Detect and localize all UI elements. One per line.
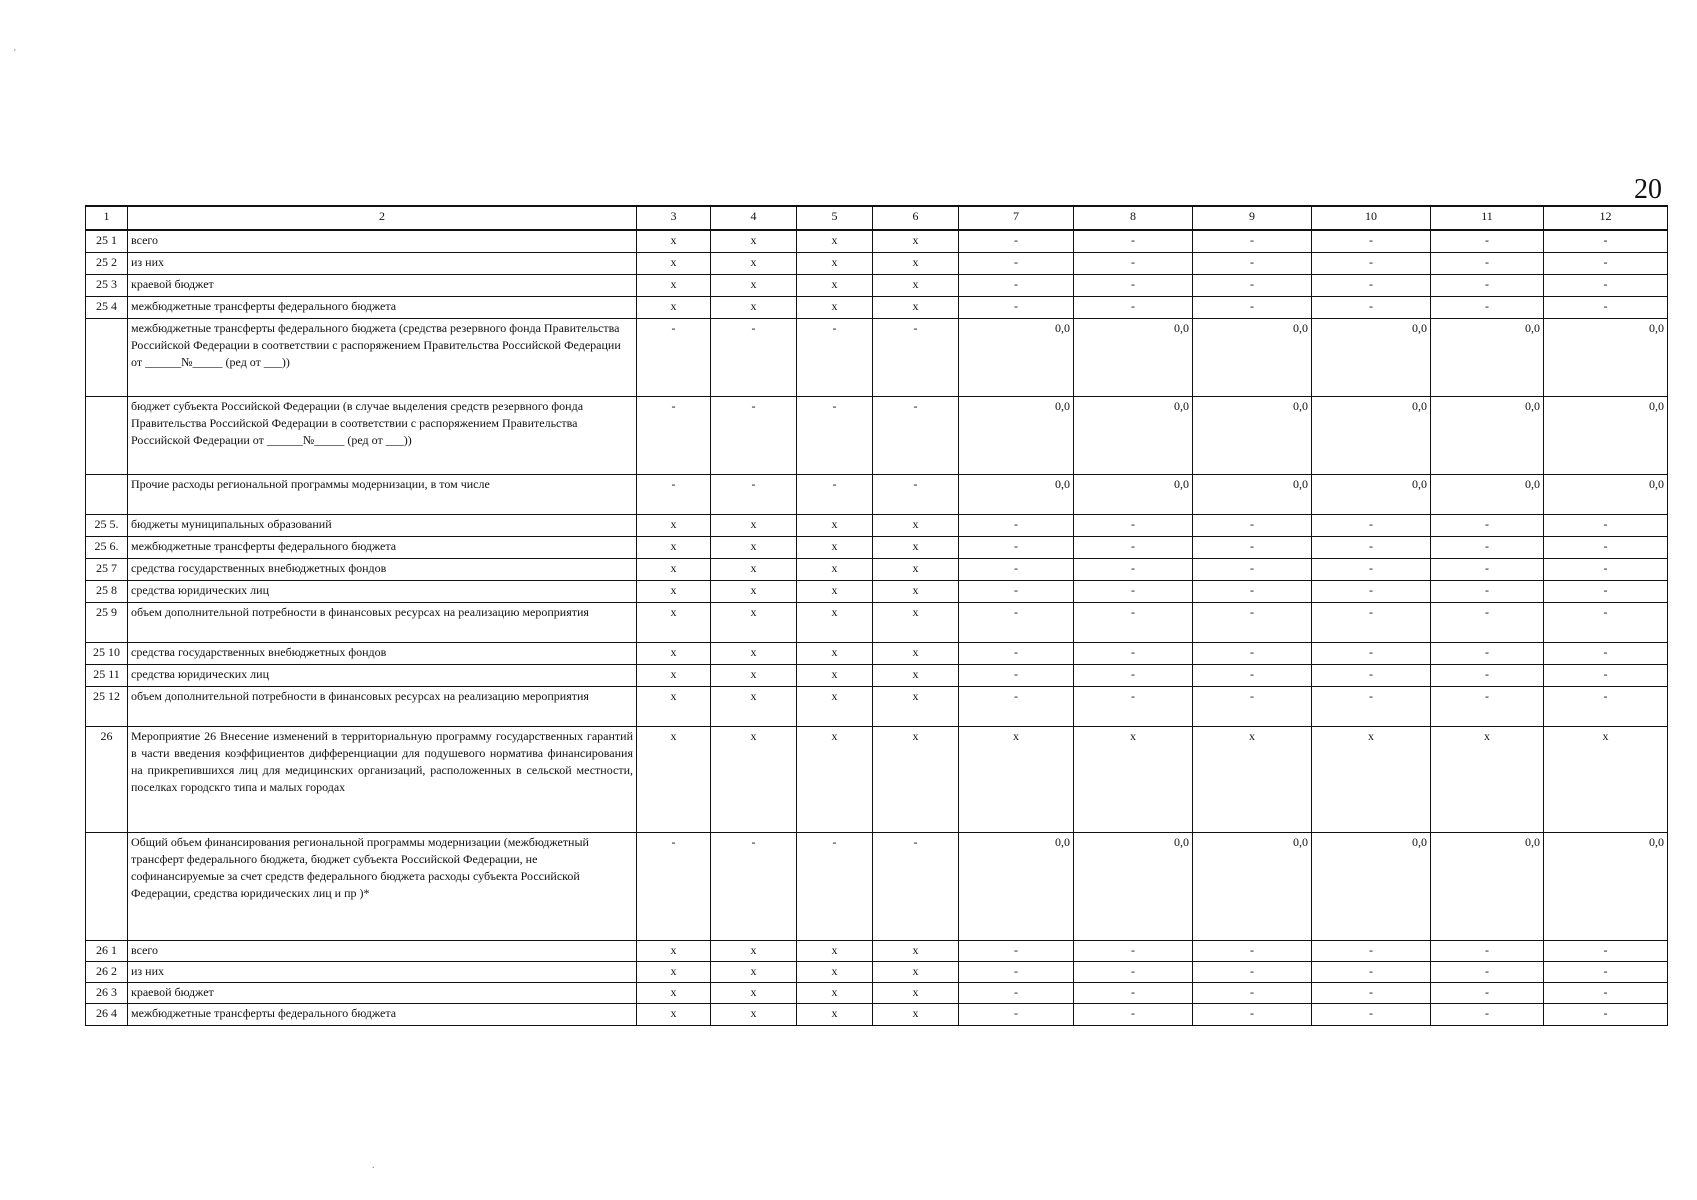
- value-cell-col-11: -: [1431, 274, 1544, 296]
- value-cell-col-11: 0,0: [1431, 396, 1544, 474]
- value-cell-col-11: -: [1431, 252, 1544, 274]
- value-cell-col-10: -: [1312, 664, 1431, 686]
- value-cell-col-10: 0,0: [1312, 396, 1431, 474]
- value-cell-col-6: x: [873, 274, 959, 296]
- value-cell-col-8: -: [1074, 558, 1193, 580]
- table-row: [86, 686, 1668, 726]
- row-number: 26: [86, 726, 128, 832]
- value-cell-col-4: x: [711, 664, 797, 686]
- row-number: [86, 474, 128, 514]
- header-cell-6: 6: [873, 206, 959, 230]
- table-row: [86, 536, 1668, 558]
- value-cell-col-3: -: [637, 396, 711, 474]
- value-cell-col-6: -: [873, 396, 959, 474]
- value-cell-col-6: x: [873, 940, 959, 961]
- value-cell-col-10: -: [1312, 1003, 1431, 1025]
- value-cell-col-10: -: [1312, 536, 1431, 558]
- value-cell-col-6: x: [873, 252, 959, 274]
- value-cell-col-4: x: [711, 686, 797, 726]
- value-cell-col-12: -: [1544, 230, 1668, 252]
- value-cell-col-3: x: [637, 252, 711, 274]
- header-cell-10: 10: [1312, 206, 1431, 230]
- value-cell-col-12: x: [1544, 726, 1668, 832]
- row-number: 25 8: [86, 580, 128, 602]
- value-cell-col-5: x: [797, 982, 873, 1003]
- value-cell-col-11: -: [1431, 1003, 1544, 1025]
- value-cell-col-3: -: [637, 474, 711, 514]
- row-description: средства государственных внебюджетных фондов: [128, 642, 637, 664]
- value-cell-col-8: -: [1074, 274, 1193, 296]
- value-cell-col-4: x: [711, 514, 797, 536]
- value-cell-col-8: -: [1074, 664, 1193, 686]
- value-cell-col-10: -: [1312, 686, 1431, 726]
- value-cell-col-3: x: [637, 274, 711, 296]
- value-cell-col-7: -: [959, 514, 1074, 536]
- value-cell-col-5: x: [797, 940, 873, 961]
- value-cell-col-9: -: [1193, 536, 1312, 558]
- value-cell-col-11: -: [1431, 642, 1544, 664]
- value-cell-col-11: -: [1431, 558, 1544, 580]
- table-row: [86, 274, 1668, 296]
- value-cell-col-10: -: [1312, 961, 1431, 982]
- budget-table: [85, 205, 1668, 1026]
- table-row: [86, 558, 1668, 580]
- value-cell-col-7: -: [959, 961, 1074, 982]
- value-cell-col-5: -: [797, 474, 873, 514]
- value-cell-col-6: x: [873, 230, 959, 252]
- row-description: Мероприятие 26 Внесение изменений в территориальную программу государственных гарантий в части введения коэффициентов дифференциации для подушевого норматива финансирования на прикрепившихся лиц для медицинских организаций, расположенных в сельской местности, поселках городскго типа и малых городах: [128, 726, 637, 832]
- row-description: бюджет субъекта Российской Федерации (в случае выделения средств резервного фонда Правительства Российской Федерации в соответствии с распоряжением Правительства Российской Федерации от ______№_____ (ред от ___)): [128, 396, 637, 474]
- value-cell-col-10: -: [1312, 252, 1431, 274]
- value-cell-col-4: x: [711, 982, 797, 1003]
- value-cell-col-3: x: [637, 642, 711, 664]
- row-number: 25 6.: [86, 536, 128, 558]
- value-cell-col-5: x: [797, 274, 873, 296]
- value-cell-col-7: -: [959, 602, 1074, 642]
- value-cell-col-11: 0,0: [1431, 318, 1544, 396]
- table-row: [86, 230, 1668, 252]
- value-cell-col-12: -: [1544, 642, 1668, 664]
- value-cell-col-10: -: [1312, 230, 1431, 252]
- table-row: [86, 580, 1668, 602]
- row-description: всего: [128, 940, 637, 961]
- value-cell-col-9: -: [1193, 252, 1312, 274]
- header-cell-1: 1: [86, 206, 128, 230]
- header-cell-7: 7: [959, 206, 1074, 230]
- value-cell-col-12: -: [1544, 296, 1668, 318]
- value-cell-col-4: -: [711, 396, 797, 474]
- value-cell-col-7: -: [959, 982, 1074, 1003]
- value-cell-col-10: 0,0: [1312, 318, 1431, 396]
- value-cell-col-10: 0,0: [1312, 832, 1431, 940]
- value-cell-col-8: -: [1074, 602, 1193, 642]
- value-cell-col-6: x: [873, 580, 959, 602]
- value-cell-col-8: -: [1074, 514, 1193, 536]
- value-cell-col-9: -: [1193, 514, 1312, 536]
- value-cell-col-12: -: [1544, 514, 1668, 536]
- value-cell-col-7: 0,0: [959, 396, 1074, 474]
- row-number: 25 10: [86, 642, 128, 664]
- value-cell-col-12: -: [1544, 580, 1668, 602]
- value-cell-col-6: x: [873, 1003, 959, 1025]
- header-cell-3: 3: [637, 206, 711, 230]
- value-cell-col-3: x: [637, 558, 711, 580]
- value-cell-col-4: x: [711, 602, 797, 642]
- value-cell-col-7: -: [959, 252, 1074, 274]
- header-cell-9: 9: [1193, 206, 1312, 230]
- value-cell-col-8: 0,0: [1074, 396, 1193, 474]
- value-cell-col-5: x: [797, 252, 873, 274]
- value-cell-col-8: -: [1074, 580, 1193, 602]
- header-cell-5: 5: [797, 206, 873, 230]
- value-cell-col-6: x: [873, 982, 959, 1003]
- value-cell-col-4: x: [711, 642, 797, 664]
- value-cell-col-3: x: [637, 1003, 711, 1025]
- value-cell-col-12: 0,0: [1544, 396, 1668, 474]
- table-row: [86, 642, 1668, 664]
- value-cell-col-7: -: [959, 536, 1074, 558]
- value-cell-col-9: 0,0: [1193, 318, 1312, 396]
- value-cell-col-9: 0,0: [1193, 474, 1312, 514]
- value-cell-col-9: -: [1193, 961, 1312, 982]
- value-cell-col-8: -: [1074, 982, 1193, 1003]
- table-row: [86, 474, 1668, 514]
- value-cell-col-12: -: [1544, 602, 1668, 642]
- value-cell-col-4: x: [711, 230, 797, 252]
- value-cell-col-11: -: [1431, 580, 1544, 602]
- row-description: бюджеты муниципальных образований: [128, 514, 637, 536]
- value-cell-col-5: x: [797, 1003, 873, 1025]
- value-cell-col-10: x: [1312, 726, 1431, 832]
- value-cell-col-7: 0,0: [959, 832, 1074, 940]
- value-cell-col-8: 0,0: [1074, 318, 1193, 396]
- row-number: [86, 318, 128, 396]
- value-cell-col-10: -: [1312, 602, 1431, 642]
- value-cell-col-4: x: [711, 252, 797, 274]
- value-cell-col-8: x: [1074, 726, 1193, 832]
- row-description: всего: [128, 230, 637, 252]
- value-cell-col-5: x: [797, 558, 873, 580]
- value-cell-col-8: 0,0: [1074, 474, 1193, 514]
- value-cell-col-5: x: [797, 961, 873, 982]
- value-cell-col-11: 0,0: [1431, 474, 1544, 514]
- value-cell-col-12: -: [1544, 940, 1668, 961]
- value-cell-col-7: -: [959, 664, 1074, 686]
- value-cell-col-4: -: [711, 832, 797, 940]
- value-cell-col-7: x: [959, 726, 1074, 832]
- table-row: [86, 726, 1668, 832]
- row-number: 25 11: [86, 664, 128, 686]
- value-cell-col-4: -: [711, 474, 797, 514]
- table-row: [86, 252, 1668, 274]
- row-description: средства юридических лиц: [128, 664, 637, 686]
- value-cell-col-4: x: [711, 558, 797, 580]
- value-cell-col-5: x: [797, 536, 873, 558]
- header-cell-11: 11: [1431, 206, 1544, 230]
- row-number: 26 1: [86, 940, 128, 961]
- value-cell-col-7: -: [959, 940, 1074, 961]
- value-cell-col-12: -: [1544, 1003, 1668, 1025]
- value-cell-col-9: -: [1193, 558, 1312, 580]
- row-number: 25 3: [86, 274, 128, 296]
- value-cell-col-3: x: [637, 982, 711, 1003]
- value-cell-col-10: -: [1312, 580, 1431, 602]
- row-description: из них: [128, 252, 637, 274]
- value-cell-col-12: -: [1544, 558, 1668, 580]
- value-cell-col-11: -: [1431, 982, 1544, 1003]
- value-cell-col-8: -: [1074, 536, 1193, 558]
- row-number: 25 7: [86, 558, 128, 580]
- row-number: 25 1: [86, 230, 128, 252]
- header-cell-8: 8: [1074, 206, 1193, 230]
- value-cell-col-9: -: [1193, 296, 1312, 318]
- value-cell-col-11: -: [1431, 664, 1544, 686]
- row-number: 26 3: [86, 982, 128, 1003]
- page-number: 20: [1634, 174, 1662, 205]
- value-cell-col-9: x: [1193, 726, 1312, 832]
- value-cell-col-4: x: [711, 296, 797, 318]
- value-cell-col-8: -: [1074, 940, 1193, 961]
- table-row: [86, 664, 1668, 686]
- value-cell-col-11: -: [1431, 296, 1544, 318]
- value-cell-col-9: 0,0: [1193, 396, 1312, 474]
- value-cell-col-7: -: [959, 642, 1074, 664]
- value-cell-col-6: -: [873, 318, 959, 396]
- value-cell-col-8: -: [1074, 642, 1193, 664]
- value-cell-col-9: -: [1193, 982, 1312, 1003]
- row-description: Прочие расходы региональной программы модернизации, в том числе: [128, 474, 637, 514]
- value-cell-col-12: -: [1544, 664, 1668, 686]
- value-cell-col-12: -: [1544, 252, 1668, 274]
- value-cell-col-5: x: [797, 686, 873, 726]
- value-cell-col-9: 0,0: [1193, 832, 1312, 940]
- value-cell-col-5: -: [797, 396, 873, 474]
- value-cell-col-11: -: [1431, 686, 1544, 726]
- value-cell-col-11: -: [1431, 602, 1544, 642]
- table-row: [86, 1003, 1668, 1025]
- row-number: 25 5.: [86, 514, 128, 536]
- value-cell-col-6: x: [873, 686, 959, 726]
- value-cell-col-4: x: [711, 961, 797, 982]
- value-cell-col-7: 0,0: [959, 474, 1074, 514]
- row-number: [86, 832, 128, 940]
- row-description: краевой бюджет: [128, 274, 637, 296]
- value-cell-col-3: x: [637, 940, 711, 961]
- value-cell-col-3: -: [637, 318, 711, 396]
- value-cell-col-11: -: [1431, 230, 1544, 252]
- value-cell-col-5: x: [797, 602, 873, 642]
- value-cell-col-8: -: [1074, 230, 1193, 252]
- row-number: 25 12: [86, 686, 128, 726]
- table-row: [86, 296, 1668, 318]
- value-cell-col-11: 0,0: [1431, 832, 1544, 940]
- value-cell-col-7: -: [959, 1003, 1074, 1025]
- value-cell-col-6: -: [873, 832, 959, 940]
- scan-speck: ': [14, 48, 16, 59]
- value-cell-col-4: -: [711, 318, 797, 396]
- value-cell-col-6: x: [873, 558, 959, 580]
- value-cell-col-3: x: [637, 296, 711, 318]
- scan-speck: .: [372, 1160, 375, 1171]
- value-cell-col-10: -: [1312, 982, 1431, 1003]
- value-cell-col-8: -: [1074, 296, 1193, 318]
- value-cell-col-11: x: [1431, 726, 1544, 832]
- value-cell-col-9: -: [1193, 274, 1312, 296]
- value-cell-col-7: -: [959, 296, 1074, 318]
- value-cell-col-11: -: [1431, 940, 1544, 961]
- header-cell-2: 2: [128, 206, 637, 230]
- value-cell-col-7: -: [959, 230, 1074, 252]
- row-number: 25 4: [86, 296, 128, 318]
- value-cell-col-3: x: [637, 602, 711, 642]
- value-cell-col-8: -: [1074, 686, 1193, 726]
- value-cell-col-10: 0,0: [1312, 474, 1431, 514]
- value-cell-col-9: -: [1193, 664, 1312, 686]
- value-cell-col-6: x: [873, 514, 959, 536]
- row-description: межбюджетные трансферты федерального бюджета (средства резервного фонда Правительства Российской Федерации в соответствии с распоряжением Правительства Российской Федерации от ______№_____ (ред от ___)): [128, 318, 637, 396]
- value-cell-col-5: -: [797, 832, 873, 940]
- value-cell-col-6: -: [873, 474, 959, 514]
- value-cell-col-4: x: [711, 274, 797, 296]
- row-number: 26 4: [86, 1003, 128, 1025]
- row-description: объем дополнительной потребности в финансовых ресурсах на реализацию мероприятия: [128, 686, 637, 726]
- table-row: [86, 961, 1668, 982]
- value-cell-col-8: 0,0: [1074, 832, 1193, 940]
- value-cell-col-3: -: [637, 832, 711, 940]
- row-description: краевой бюджет: [128, 982, 637, 1003]
- value-cell-col-9: -: [1193, 580, 1312, 602]
- row-description: межбюджетные трансферты федерального бюджета: [128, 296, 637, 318]
- value-cell-col-8: -: [1074, 1003, 1193, 1025]
- value-cell-col-5: x: [797, 726, 873, 832]
- value-cell-col-7: -: [959, 686, 1074, 726]
- value-cell-col-4: x: [711, 940, 797, 961]
- value-cell-col-8: -: [1074, 961, 1193, 982]
- value-cell-col-6: x: [873, 642, 959, 664]
- row-number: 25 9: [86, 602, 128, 642]
- value-cell-col-6: x: [873, 664, 959, 686]
- value-cell-col-10: -: [1312, 274, 1431, 296]
- value-cell-col-12: -: [1544, 536, 1668, 558]
- row-description: объем дополнительной потребности в финансовых ресурсах на реализацию мероприятия: [128, 602, 637, 642]
- value-cell-col-3: x: [637, 230, 711, 252]
- value-cell-col-12: 0,0: [1544, 832, 1668, 940]
- value-cell-col-3: x: [637, 726, 711, 832]
- value-cell-col-7: -: [959, 580, 1074, 602]
- header-cell-4: 4: [711, 206, 797, 230]
- table-row: [86, 602, 1668, 642]
- value-cell-col-5: -: [797, 318, 873, 396]
- value-cell-col-9: -: [1193, 642, 1312, 664]
- row-number: 26 2: [86, 961, 128, 982]
- row-number: 25 2: [86, 252, 128, 274]
- value-cell-col-9: -: [1193, 940, 1312, 961]
- value-cell-col-10: -: [1312, 558, 1431, 580]
- row-description: межбюджетные трансферты федерального бюджета: [128, 536, 637, 558]
- value-cell-col-4: x: [711, 580, 797, 602]
- value-cell-col-6: x: [873, 726, 959, 832]
- value-cell-col-4: x: [711, 726, 797, 832]
- value-cell-col-11: -: [1431, 514, 1544, 536]
- value-cell-col-5: x: [797, 642, 873, 664]
- value-cell-col-9: -: [1193, 1003, 1312, 1025]
- value-cell-col-3: x: [637, 664, 711, 686]
- value-cell-col-3: x: [637, 536, 711, 558]
- table-row: [86, 514, 1668, 536]
- value-cell-col-7: 0,0: [959, 318, 1074, 396]
- table-row: [86, 940, 1668, 961]
- value-cell-col-5: x: [797, 514, 873, 536]
- value-cell-col-3: x: [637, 961, 711, 982]
- table-row: [86, 982, 1668, 1003]
- value-cell-col-12: -: [1544, 274, 1668, 296]
- value-cell-col-11: -: [1431, 536, 1544, 558]
- row-description: из них: [128, 961, 637, 982]
- value-cell-col-8: -: [1074, 252, 1193, 274]
- value-cell-col-10: -: [1312, 642, 1431, 664]
- row-description: межбюджетные трансферты федерального бюджета: [128, 1003, 637, 1025]
- value-cell-col-6: x: [873, 602, 959, 642]
- value-cell-col-3: x: [637, 514, 711, 536]
- value-cell-col-10: -: [1312, 296, 1431, 318]
- value-cell-col-10: -: [1312, 514, 1431, 536]
- header-row: [86, 206, 1668, 230]
- header-cell-12: 12: [1544, 206, 1668, 230]
- value-cell-col-6: x: [873, 961, 959, 982]
- value-cell-col-6: x: [873, 296, 959, 318]
- value-cell-col-12: 0,0: [1544, 474, 1668, 514]
- value-cell-col-10: -: [1312, 940, 1431, 961]
- value-cell-col-9: -: [1193, 602, 1312, 642]
- value-cell-col-5: x: [797, 230, 873, 252]
- value-cell-col-9: -: [1193, 230, 1312, 252]
- value-cell-col-12: -: [1544, 982, 1668, 1003]
- value-cell-col-7: -: [959, 274, 1074, 296]
- value-cell-col-11: -: [1431, 961, 1544, 982]
- value-cell-col-12: -: [1544, 961, 1668, 982]
- table-row: [86, 832, 1668, 940]
- value-cell-col-7: -: [959, 558, 1074, 580]
- row-description: Общий объем финансирования региональной программы модернизации (межбюджетный трансферт федерального бюджета, бюджет субъекта Российской Федерации, не софинансируемые за счет средств федерального бюджета расходы субъекта Российской Федерации, средства юридических лиц и пр )*: [128, 832, 637, 940]
- value-cell-col-5: x: [797, 296, 873, 318]
- value-cell-col-6: x: [873, 536, 959, 558]
- value-cell-col-4: x: [711, 536, 797, 558]
- row-description: средства юридических лиц: [128, 580, 637, 602]
- value-cell-col-5: x: [797, 664, 873, 686]
- value-cell-col-3: x: [637, 686, 711, 726]
- value-cell-col-12: 0,0: [1544, 318, 1668, 396]
- table-row: [86, 396, 1668, 474]
- table-row: [86, 318, 1668, 396]
- value-cell-col-4: x: [711, 1003, 797, 1025]
- value-cell-col-9: -: [1193, 686, 1312, 726]
- row-number: [86, 396, 128, 474]
- row-description: средства государственных внебюджетных фондов: [128, 558, 637, 580]
- value-cell-col-5: x: [797, 580, 873, 602]
- value-cell-col-12: -: [1544, 686, 1668, 726]
- value-cell-col-3: x: [637, 580, 711, 602]
